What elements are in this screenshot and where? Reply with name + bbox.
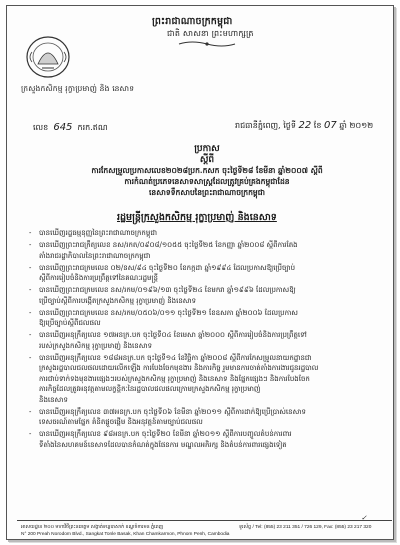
date-month-label: ខែ (313, 121, 322, 130)
preamble-clauses (29, 228, 379, 452)
date-line (235, 120, 373, 132)
clause-line: - បានឃើញព្រះរាជក្រមលេខ ០២/នស/៩៤ ចុះថ្ងៃទី២០ ខែកក្កដា ឆ្នាំ១៩៩៤ ដែលប្រកាសឱ្យប្រើច្បាប់ (39, 263, 296, 272)
reference-number (33, 122, 108, 134)
footer-english-address: N° 200 Preah Norodom Blvd., Sangkat Tonle Basak, Khan Chamkarmon, Phnom Penh, Cambodia (21, 532, 230, 537)
footer-khmer-address: អាសយដ្ឋាន ២០០ មហាវិថីព្រះនរោត្តម សង្កាត់ទន្លេបាសាក់ ខណ្ឌចំការមន ភ្នំពេញ (21, 525, 164, 530)
clause-line: - បានឃើញអនុក្រឹត្យលេខ ១៧អនក្រ.បក ចុះថ្ងៃទី០៤ ខែមេសា ឆ្នាំ២០០០ ស្តីពីការរៀបចំនិងការប្រព្រឹត្តទៅ (39, 331, 307, 339)
clause-line: - បានឃើញព្រះរាជក្រមលេខ នស/រកម/០៥០៦/០១១ ចុះថ្ងៃទី២១ ខែឧសភា ឆ្នាំ២០០៦ ដែលប្រកាស (39, 308, 298, 317)
clause-line: ការជាប់ទាក់ទងមុខងារផ្សេងៗរបស់ក្រសួងកសិកម្ម រុក្ខាប្រមាញ់ និងនេសាទ និងផ្នែកផ្សេងៗ និងការបែងចែក (39, 374, 310, 383)
national-motto: ជាតិ សាសនា ព្រះមហាក្សត្រ (167, 29, 254, 38)
clause-line: ទេសចរណ៍តាមផ្នែក គំនិតផ្តួចផ្តើម និងអនុវត្តន៍តាមច្បាប់ជលផល (39, 418, 203, 426)
footer-divider (17, 520, 392, 521)
clause-line: របស់ក្រសួងកសិកម្ម រុក្ខាប្រមាញ់ និងនេសាទ (39, 341, 153, 350)
clause-line: - បានឃើញអនុក្រឹត្យលេខ ៩៨អនក្រ.បក ចុះថ្ងៃទី២០ ខែមីនា ឆ្នាំ២០១១ ស្តីពីការបញ្ចូលតំបន់ការពារ (39, 430, 292, 438)
kingdom-heading: ព្រះរាជាណាចក្រកម្ពុជា (152, 16, 233, 27)
clause-item (29, 330, 379, 351)
document-page (6, 5, 394, 540)
footer-contact: ទូរស័ព្ទ / Tel: (855) 23 211 351 / 726 129, Fax: (855) 23 217 320 (239, 525, 372, 530)
clause-item (29, 228, 379, 239)
clause-item (29, 407, 379, 428)
initials-mark: ✓ (361, 514, 367, 522)
date-prefix: រាជធានីភ្នំពេញ, ថ្ងៃទី (235, 121, 296, 130)
subject-line-2: ការកំណត់ប្រភេទនេសាទសាស្ត្រដែលត្រូវគ្រប់គ្រងកម្ពុជាដែន (124, 177, 290, 186)
reference-label: លេខ (33, 123, 49, 132)
clause-line: និងនេសាទ (39, 395, 68, 404)
clause-item (29, 353, 379, 406)
document-type: ប្រកាស (194, 144, 220, 154)
regarding-label: ស្តីពី (199, 155, 215, 165)
clause-line: តាំងរាជរដ្ឋាភិបាលនៃព្រះរាជាណាចក្រកម្ពុជា (39, 251, 151, 260)
ministry-name: ក្រសួងកសិកម្ម រុក្ខាប្រមាញ់ និង នេសាទ (21, 84, 135, 93)
clause-line: ប្រើច្បាប់ស្តីពីការបង្កើតក្រសួងកសិកម្ម រុក្ខាប្រមាញ់ និងនេសាទ (39, 296, 197, 305)
date-day: 22 (298, 120, 312, 131)
issuer-heading: រដ្ឋមន្ត្រីក្រសួងកសិកម្ម រុក្ខាប្រមាញ់ និងនេសាទ (117, 212, 277, 223)
date-year: ឆ្នាំ ២០១២ (339, 121, 374, 130)
clause-item (29, 429, 379, 450)
clause-item (29, 308, 379, 329)
clause-line: ឱ្យប្រើច្បាប់ស្តីពីជលផល (39, 319, 101, 327)
subject-line-1: ការកែសម្រួលប្រកាសលេខ២០២៨ប្រក.កសក ចុះថ្ងៃទី២៨ ខែមីនា ឆ្នាំ២០០៧ ស្តីពី (91, 166, 323, 175)
clause-line: ភារកិច្ចដែលត្រូវអនុវត្តតាមលក្ខន្តិកៈនៃរដ្ឋបាលជលផលក្រោមក្រសួងកសិកម្ម រុក្ខាប្រមាញ់ (39, 385, 261, 393)
clause-line: - បានឃើញអនុក្រឹត្យលេខ ៣៧អនក្រ.បក ចុះថ្ងៃទី០៦ ខែមីនា ឆ្នាំ២០១១ ស្តីពីការដាក់ឱ្យប្រើប្រាស់នេសាទ (39, 407, 306, 416)
clause-item (29, 240, 379, 261)
clause-line: - បានឃើញអនុក្រឹត្យលេខ ១៨៨អនក្រ.បក ចុះថ្ងៃទី១៤ ខែវិច្ឆិកា ឆ្នាំ២០០៨ ស្តីពីការកែសម្រួលនាយកដ្ឋានជា (39, 353, 312, 362)
clause-line: ក្រសួងរដ្ឋបាលជលផលដោយលើកឡើង ការបែងចែកមុខងារ និងភារកិច្ច រួមមានការចាត់តាំងការងារជូនរដ្ឋបាល (39, 364, 319, 372)
ornament-divider (177, 40, 237, 48)
clause-item (29, 263, 379, 284)
clause-line: ស្តីពីការរៀបចំនិងការប្រព្រឹត្តទៅនៃគណៈរដ្ឋមន្ត្រី (39, 274, 158, 282)
clause-line: - បានឃើញព្រះរាជក្រមលេខ នស/រកម/០១៩៦/១៣ ចុះថ្ងៃទី២៤ ខែមករា ឆ្នាំ១៩៩៦ ដែលប្រកាសឱ្យ (39, 286, 296, 294)
clause-item (29, 285, 379, 306)
ministry-emblem-icon (24, 34, 72, 80)
subject-line-3: នេសាទទឹកសាបនៃព្រះរាជាណាចក្រកម្ពុជា (149, 188, 265, 197)
reference-handwritten-number: 645 (53, 122, 73, 133)
clause-line: ទីតាំងនៃសហគមន៍នេសាទដែលបានកំណត់ក្នុងផែនការ មណ្ឌលអភិរក្ស និងតំបន់ការពារផ្សេងទៀត (39, 440, 287, 449)
clause-line: - បានឃើញរដ្ឋធម្មនុញ្ញនៃព្រះរាជាណាចក្រកម្ពុជា (39, 229, 157, 237)
clause-line: - បានឃើញព្រះរាជក្រឹត្យលេខ នស/រកត/០៩០៨/១០៥៥ ចុះថ្ងៃទី២៥ ខែកញ្ញា ឆ្នាំ២០០៨ ស្តីពីការតែង (39, 241, 298, 249)
reference-suffix: ករក.ឥណ (77, 123, 108, 132)
date-month: 07 (323, 120, 337, 131)
